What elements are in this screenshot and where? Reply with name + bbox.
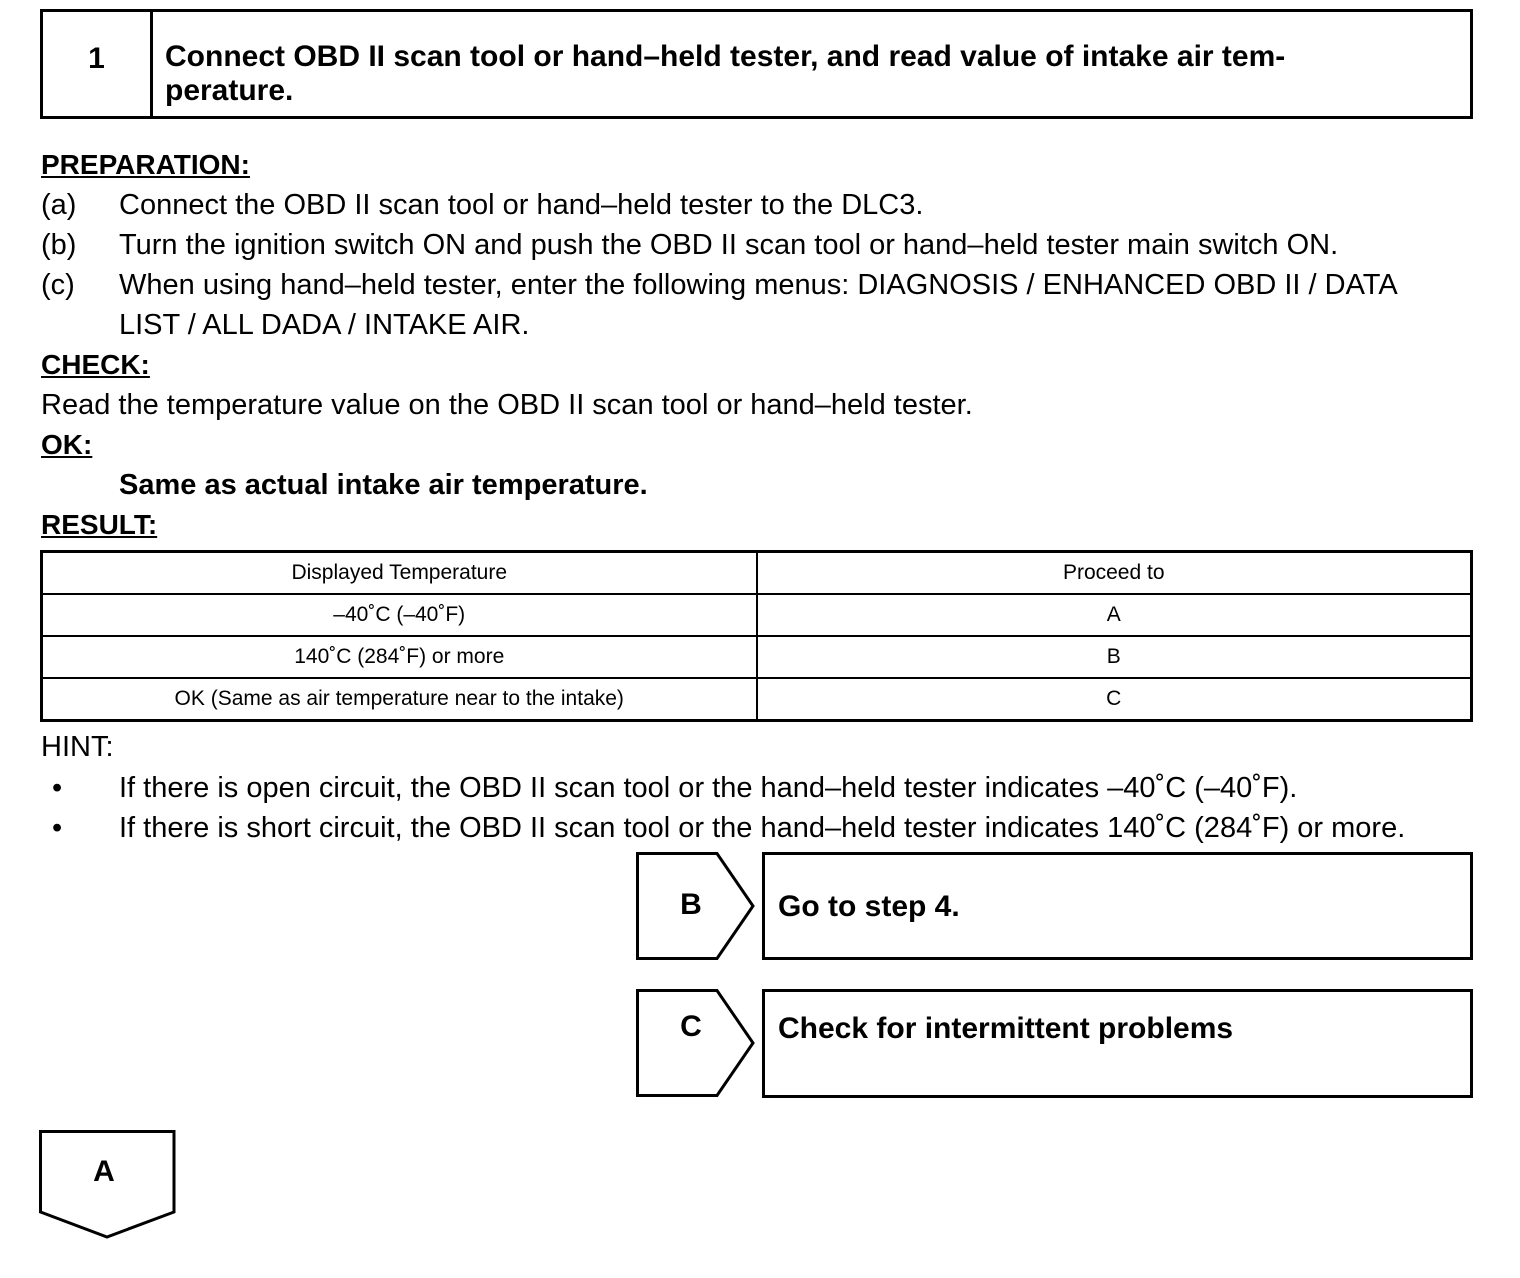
branch-c-action: Check for intermittent problems bbox=[778, 1012, 1234, 1045]
cell-temperature: 140˚C (284˚F) or more bbox=[42, 636, 757, 678]
cell-proceed: B bbox=[757, 636, 1472, 678]
step-title bbox=[153, 12, 1470, 116]
prep-text-b: Turn the ignition switch ON and push the OBD II scan tool or hand–held tester main switch ON. bbox=[119, 229, 1339, 261]
table-header-row bbox=[42, 552, 1472, 595]
cell-proceed: A bbox=[757, 594, 1472, 636]
cell-temperature: –40˚C (–40˚F) bbox=[42, 594, 757, 636]
cell-temperature: OK (Same as air temperature near to the intake) bbox=[42, 678, 757, 721]
branch-b-action: Go to step 4. bbox=[778, 890, 960, 923]
check-text: Read the temperature value on the OBD II scan tool or hand–held tester. bbox=[41, 389, 973, 421]
prep-marker-c: (c) bbox=[41, 269, 75, 301]
hint-item-1: If there is open circuit, the OBD II scan tool or the hand–held tester indicates –40˚C (–40˚F). bbox=[119, 772, 1298, 804]
check-heading: CHECK: bbox=[41, 349, 150, 380]
table-row bbox=[42, 594, 1472, 636]
hint-heading: HINT: bbox=[41, 731, 114, 763]
bullet-icon: • bbox=[52, 772, 63, 804]
preparation-heading: PREPARATION: bbox=[41, 149, 250, 180]
result-table bbox=[40, 550, 1473, 722]
step-title-line-1: Connect OBD II scan tool or hand–held tester, and read value of intake air tem- bbox=[165, 40, 1286, 73]
branch-b-letter: B bbox=[680, 888, 702, 921]
header-proceed-to: Proceed to bbox=[757, 552, 1472, 595]
prep-text-c: When using hand–held tester, enter the following menus: DIAGNOSIS / ENHANCED OBD II / DATA bbox=[119, 269, 1398, 301]
prep-text-c-cont: LIST / ALL DADA / INTAKE AIR. bbox=[119, 309, 530, 341]
hint-item-2: If there is short circuit, the OBD II scan tool or the hand–held tester indicates 140˚C (284˚F) or more. bbox=[119, 812, 1406, 844]
bullet-icon: • bbox=[52, 812, 63, 844]
prep-text-a: Connect the OBD II scan tool or hand–held tester to the DLC3. bbox=[119, 189, 924, 221]
continue-a-letter: A bbox=[93, 1155, 115, 1188]
branch-b-action-box bbox=[762, 852, 1473, 960]
table-row bbox=[42, 636, 1472, 678]
step-header bbox=[40, 9, 1473, 119]
cell-proceed: C bbox=[757, 678, 1472, 721]
prep-marker-b: (b) bbox=[41, 229, 77, 261]
branch-c-arrow-shape bbox=[636, 989, 756, 1099]
ok-text: Same as actual intake air temperature. bbox=[119, 469, 648, 501]
step-title-line-2: perature. bbox=[165, 74, 294, 107]
step-number: 1 bbox=[43, 12, 153, 116]
branch-c-letter: C bbox=[680, 1010, 702, 1043]
ok-heading: OK: bbox=[41, 429, 93, 460]
result-heading: RESULT: bbox=[41, 509, 158, 540]
table-row bbox=[42, 678, 1472, 721]
prep-marker-a: (a) bbox=[41, 189, 77, 221]
branch-c-action-box bbox=[762, 989, 1473, 1098]
header-displayed-temperature: Displayed Temperature bbox=[42, 552, 757, 595]
